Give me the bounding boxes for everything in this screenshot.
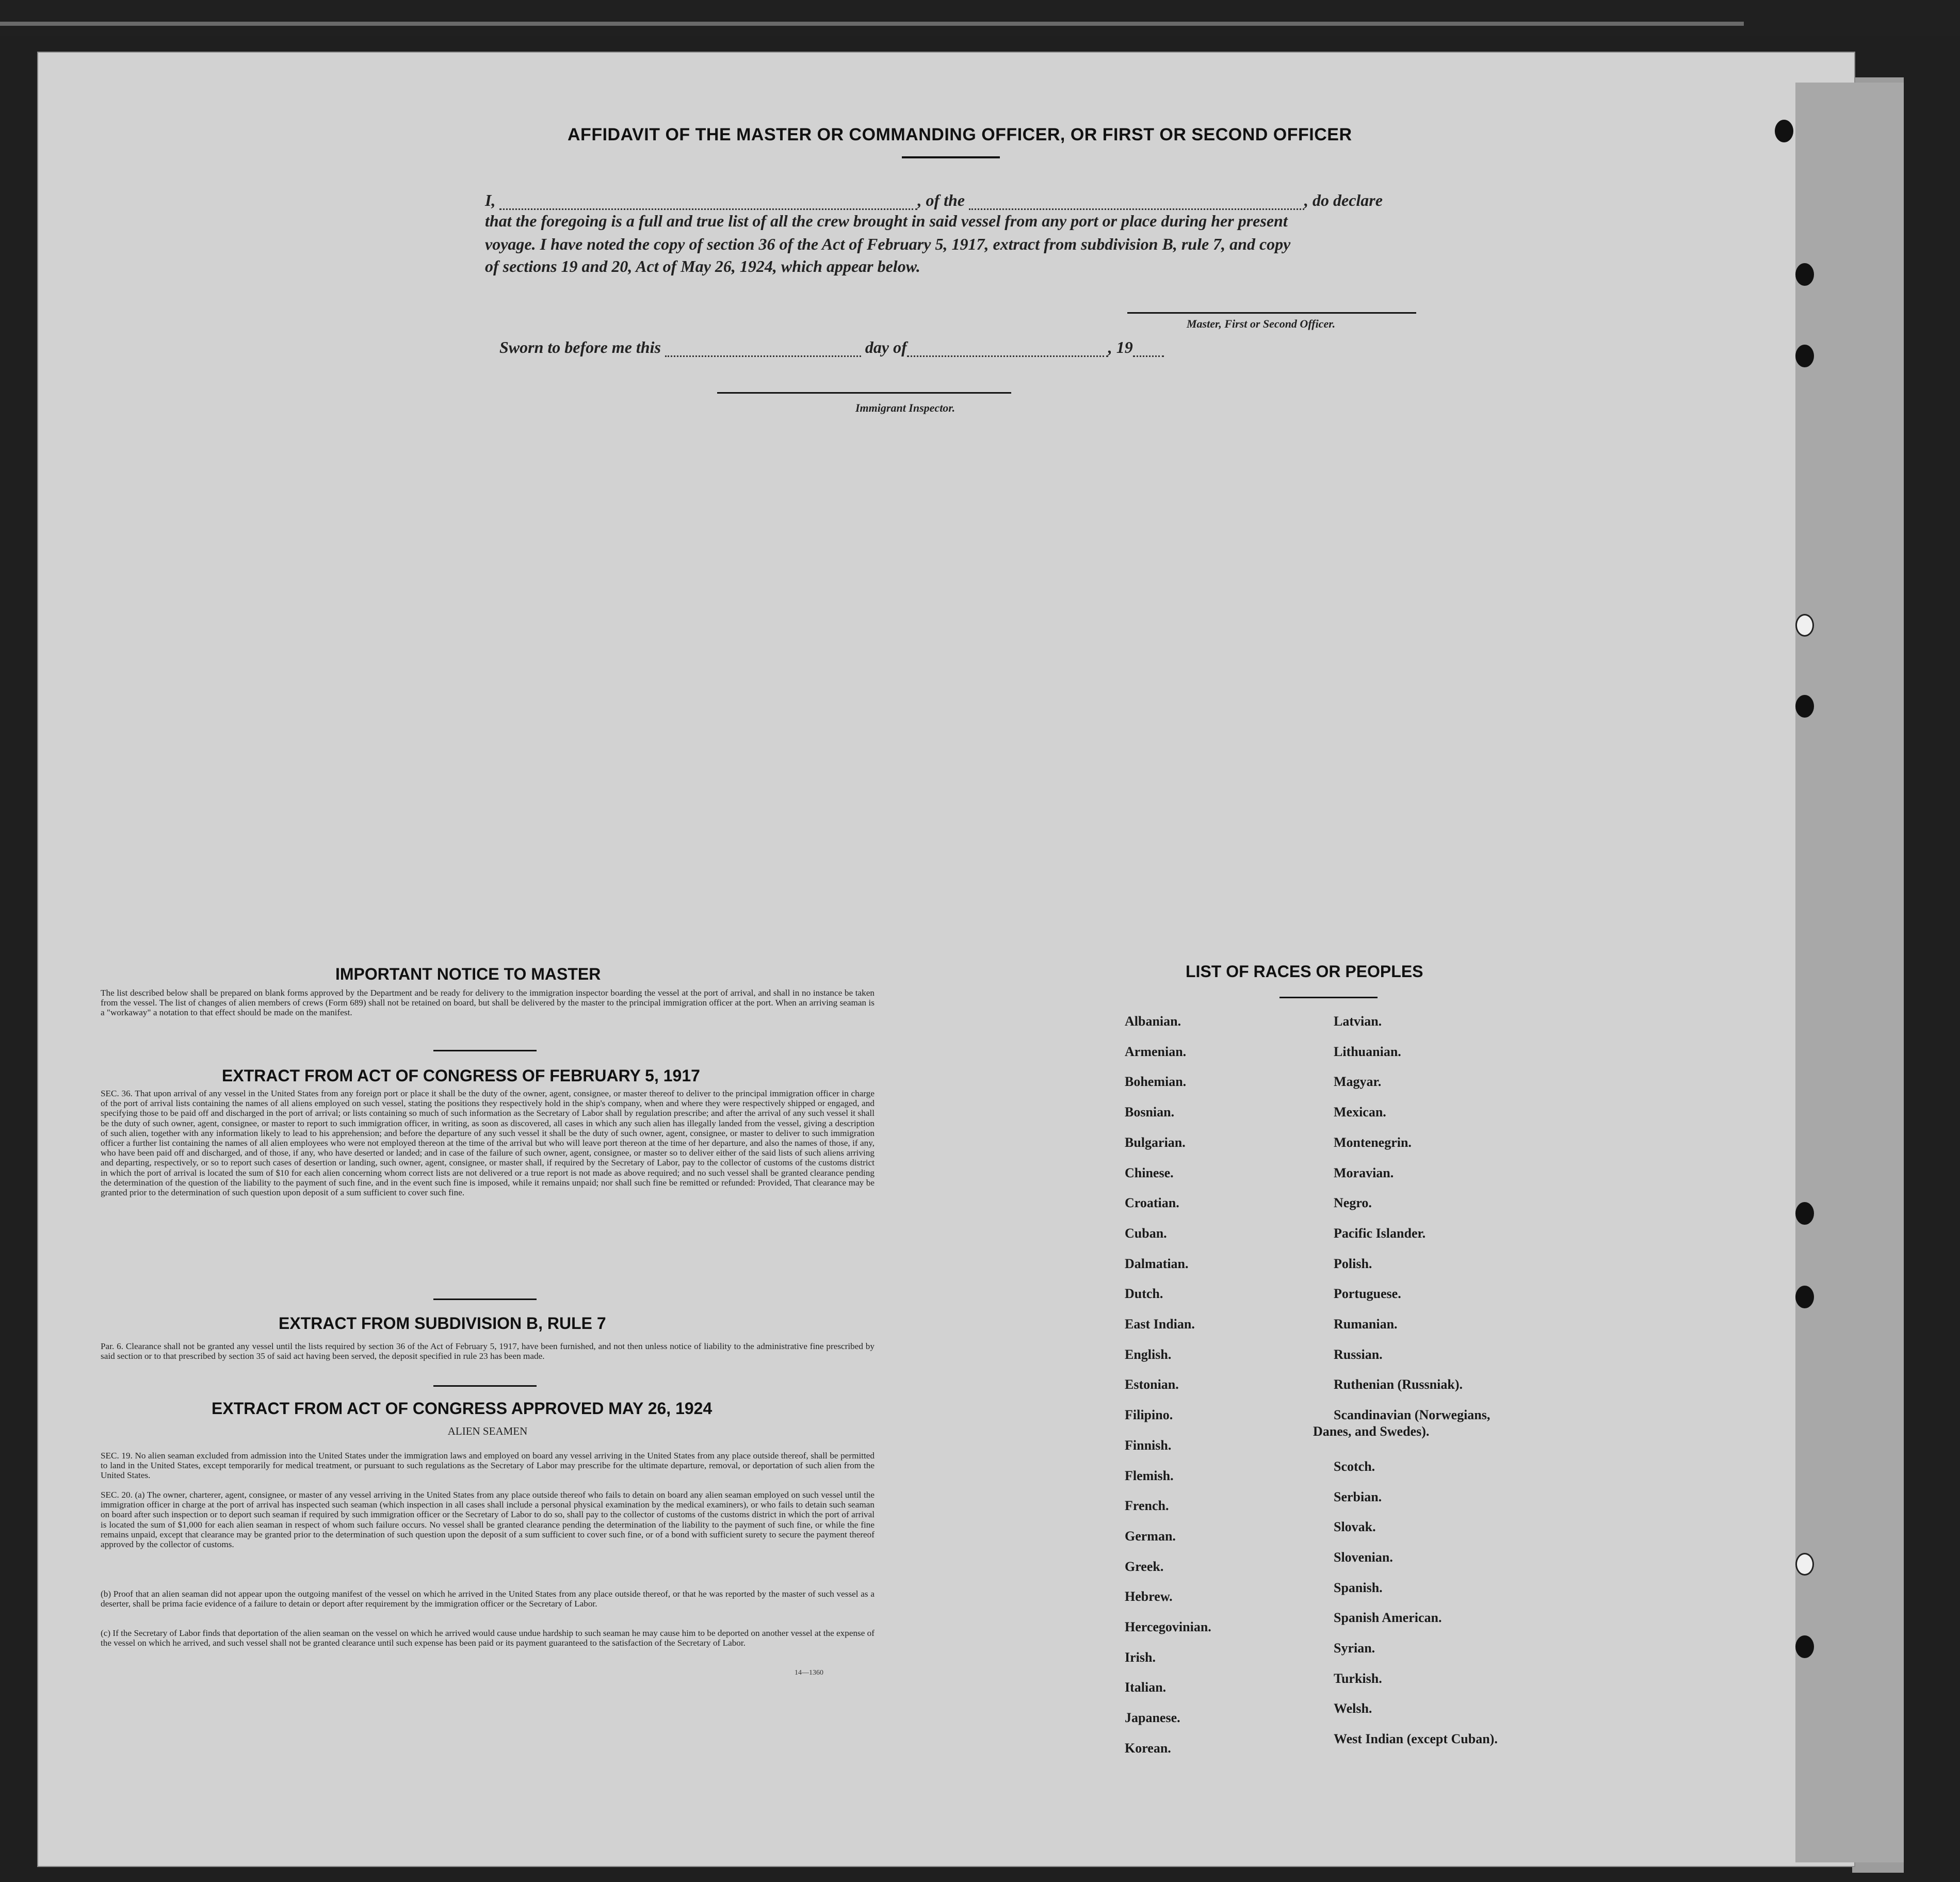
race-item: Scandinavian (Norwegians, xyxy=(1334,1407,1491,1423)
race-item: Slovenian. xyxy=(1334,1549,1393,1565)
race-item: Bohemian. xyxy=(1125,1074,1187,1090)
race-item: Flemish. xyxy=(1125,1468,1174,1483)
punch-hole-icon xyxy=(1795,614,1814,637)
race-item: Spanish. xyxy=(1334,1580,1383,1595)
race-item: Welsh. xyxy=(1334,1701,1372,1716)
race-item: Cuban. xyxy=(1125,1225,1167,1241)
race-item: Bosnian. xyxy=(1125,1105,1175,1120)
affidavit-line-2: that the foregoing is a full and true list of all the crew brought in said vessel from any port or place during her present xyxy=(485,212,1288,230)
inspector-signature-line[interactable] xyxy=(717,392,1011,394)
inspector-caption: Immigrant Inspector. xyxy=(855,401,955,414)
race-item: English. xyxy=(1125,1346,1172,1362)
name-blank-field[interactable] xyxy=(499,194,917,210)
race-item: Turkish. xyxy=(1334,1670,1382,1686)
race-item: Chinese. xyxy=(1125,1165,1174,1180)
day-of-label: day of xyxy=(865,338,907,356)
race-item: Serbian. xyxy=(1334,1489,1382,1504)
race-item: Finnish. xyxy=(1125,1437,1172,1453)
race-item: Dutch. xyxy=(1125,1286,1163,1302)
race-item: Danes, and Swedes). xyxy=(1313,1424,1430,1439)
extract-1917-text: SEC. 36. That upon arrival of any vessel in the United States from any foreign port or place it shall be the duty of the owner, agent, consignee, or master thereof to deliver to the principal immigration officer in charge of the port of arrival lists containing the names of all aliens employed on such vessel, stating the positions they respectively hold in the ship's company, when and where they were respectively shipped or engaged, and specifying those to be paid off and discharged in the port of arrival; or lists containing so much of such information as the Secretary of Labor shall by regulation prescribe; and after the arrival of any such vessel it shall be the duty of such owner, agent, consignee, or master to report to such immigration officer, in writing, as soon as discovered, all cases in which any such alien has illegally landed from the vessel, giving a description of such alien, together with any information likely to lead to his apprehension; and before the departure of any such vessel it shall be the duty of such owner, agent, consignee, or master to deliver to such immigration officer a further list containing the names of all alien employees who were not employed thereon at the time of the arrival but who will leave port thereon at the time of her departure, and also the names of those, if any, who have been paid off and discharged, and of those, if any, who have deserted or landed; and in case of the failure of such owner, agent, consignee, or master so to deliver either of the said lists of such aliens arriving and departing, respectively, or so to report such cases of desertion or landing, such owner, agent, consignee, or master shall, if required by the Secretary of Labor, pay to the collector of customs of the customs district in which the port of arrival is located the sum of $10 for each alien concerning whom correct lists are not delivered or a true report is not made as above required; and no such vessel shall be granted clearance pending the determination of the question of the liability to the payment of such fine, and in the event such fine is imposed, while it remains unpaid; nor shall such fine be remitted or refunded: Provided, That clearance may be granted prior to the determination of such question upon deposit of a sum sufficient to cover such fine. xyxy=(101,1089,874,1198)
race-item: Negro. xyxy=(1334,1195,1372,1211)
punch-hole-icon xyxy=(1795,263,1814,286)
race-item: Bulgarian. xyxy=(1125,1134,1186,1150)
race-item: Syrian. xyxy=(1334,1641,1375,1656)
notice-text: The list described below shall be prepared on blank forms approved by the Department and be ready for delivery to the immigration inspector boarding the vessel at the port of arrival, and shall in no instance be taken from the vessel. The list of changes of alien members of crews (Form 689) shall not be retained on board, but shall be delivered by the master to the principal immigration officer at the port. When an arriving seaman is a "workaway" a notation to that effect should be made on the manifest. xyxy=(101,988,874,1018)
race-item: Hebrew. xyxy=(1125,1589,1173,1604)
sworn-year-blank[interactable] xyxy=(1133,341,1164,357)
race-item: Lithuanian. xyxy=(1334,1044,1401,1059)
race-item: Greek. xyxy=(1125,1559,1164,1574)
divider xyxy=(433,1385,537,1387)
alien-seamen-subtitle: ALIEN SEAMEN xyxy=(447,1425,528,1437)
race-item: German. xyxy=(1125,1528,1176,1544)
extract-1924-sec20a: SEC. 20. (a) The owner, charterer, agent, consignee, or master of any vessel arriving in the United States from any place outside thereof who fails to detain on board any alien seaman employed on such vessel until the immigration officer in charge at the port of arrival has inspected such seaman (which inspection in all cases shall include a personal physical examination by the medical examiners), or who fails to detain such seaman on board after such inspection or to deport such seaman if required by such immigration officer or the Secretary of Labor to do so, shall pay to the collector of customs of the customs district in which the port of arrival is located the sum of $1,000 for each alien seaman in respect of whom such failure occurs. No vessel shall be granted clearance pending the determination of the liability to the payment of such fine, or while the fine remains unpaid, except that clearance may be granted prior to the determination of such question upon the deposit of a sum sufficient to cover such fine, or of a bond with sufficient surety to secure the payment thereof approved by the collector of customs. xyxy=(101,1490,874,1550)
punch-hole-icon xyxy=(1775,120,1793,142)
affidavit-declare-label: , do declare xyxy=(1304,191,1383,209)
punch-hole-icon xyxy=(1795,1286,1814,1308)
race-item: Croatian. xyxy=(1125,1195,1179,1211)
affidavit-line-3: voyage. I have noted the copy of section 36 of the Act of February 5, 1917, extract from subdivision B, rule 7, and copy xyxy=(485,235,1291,253)
year-label: , 19 xyxy=(1108,338,1133,356)
race-item: East Indian. xyxy=(1125,1317,1195,1332)
subdivision-b-text: Par. 6. Clearance shall not be granted any vessel until the lists required by section 36 of the Act of February 5, 1917, have been furnished, and not then unless notice of liability to the administrative fine prescribed by said section or to that prescribed by section 35 of said act having been served, the deposit specified in rule 23 has been made. xyxy=(101,1341,874,1361)
sworn-month-blank[interactable] xyxy=(907,341,1108,357)
divider xyxy=(433,1299,537,1300)
race-item: Rumanian. xyxy=(1334,1317,1398,1332)
scan-frame-edge xyxy=(0,22,1744,26)
signature-line[interactable] xyxy=(1127,312,1416,314)
race-item: Portuguese. xyxy=(1334,1286,1401,1302)
race-item: Ruthenian (Russniak). xyxy=(1334,1377,1463,1392)
race-item: Albanian. xyxy=(1125,1014,1181,1029)
affidavit-i-label: I, xyxy=(485,191,496,209)
affidavit-of-the-label: , of the xyxy=(917,191,965,209)
sworn-label: Sworn to before me this xyxy=(499,338,661,356)
extract-1924-sec20b: (b) Proof that an alien seaman did not appear upon the outgoing manifest of the vessel on which he arrived in the United States from any place outside thereof, or that he was reported by the master of such vessel as a deserter, shall be prima facie evidence of a failure to detain or deport after requirement by the immigration officer or the Secretary of Labor. xyxy=(101,1589,874,1609)
race-item: Scotch. xyxy=(1334,1458,1375,1474)
race-item: Japanese. xyxy=(1125,1710,1180,1726)
race-item: Slovak. xyxy=(1334,1519,1376,1535)
punch-hole-icon xyxy=(1795,1635,1814,1658)
race-item: Latvian. xyxy=(1334,1014,1382,1029)
race-item: Pacific Islander. xyxy=(1334,1225,1426,1241)
divider xyxy=(433,1050,537,1051)
race-item: Estonian. xyxy=(1125,1377,1179,1392)
notice-title: IMPORTANT NOTICE TO MASTER xyxy=(335,965,601,983)
divider xyxy=(1279,997,1378,998)
race-item: Italian. xyxy=(1125,1680,1167,1695)
race-item: Magyar. xyxy=(1334,1074,1382,1090)
race-item: French. xyxy=(1125,1498,1169,1514)
form-number: 14—1360 xyxy=(795,1669,823,1677)
race-item: West Indian (except Cuban). xyxy=(1334,1731,1498,1747)
race-item: Moravian. xyxy=(1334,1165,1394,1180)
affidavit-line-1 xyxy=(485,191,1383,210)
punch-hole-icon xyxy=(1795,345,1814,367)
punch-hole-icon xyxy=(1795,695,1814,718)
race-item: Spanish American. xyxy=(1334,1610,1442,1626)
affidavit-title: AFFIDAVIT OF THE MASTER OR COMMANDING OFFICER, OR FIRST OR SECOND OFFICER xyxy=(568,125,1352,144)
race-item: Korean. xyxy=(1125,1740,1171,1756)
race-item: Mexican. xyxy=(1334,1105,1386,1120)
vessel-blank-field[interactable] xyxy=(969,194,1304,210)
race-item: Hercegovinian. xyxy=(1125,1619,1211,1634)
affidavit-line-4: of sections 19 and 20, Act of May 26, 1924, which appear below. xyxy=(485,257,920,275)
punch-hole-icon xyxy=(1795,1553,1814,1576)
race-item: Irish. xyxy=(1125,1649,1156,1665)
extract-1917-title: EXTRACT FROM ACT OF CONGRESS OF FEBRUARY 5, 1917 xyxy=(222,1066,700,1085)
races-title: LIST OF RACES OR PEOPLES xyxy=(1186,962,1423,981)
race-item: Armenian. xyxy=(1125,1044,1187,1059)
divider xyxy=(902,156,1000,158)
scan-frame-top xyxy=(0,0,1960,36)
extract-1924-sec19: SEC. 19. No alien seaman excluded from admission into the United States under the immigration laws and employed on board any vessel arriving in the United States from any place outside thereof, shall be permitted to land in the United States, except temporarily for medical treatment, or pursuant to such regulations as the Secretary of Labor may prescribe for the ultimate departure, removal, or deportation of such alien from the United States. xyxy=(101,1451,874,1481)
race-item: Dalmatian. xyxy=(1125,1256,1189,1271)
sworn-day-blank[interactable] xyxy=(665,341,861,357)
race-item: Polish. xyxy=(1334,1256,1372,1271)
race-item: Russian. xyxy=(1334,1346,1383,1362)
extract-1924-sec20c: (c) If the Secretary of Labor finds that deportation of the alien seaman on the vessel on which he arrived would cause undue hardship to such seaman he may cause him to be deported on another vessel at the expense of the vessel on which he arrived, and such vessel shall not be granted clearance until such expense has been paid or its payment guaranteed to the satisfaction of the Secretary of Labor. xyxy=(101,1628,874,1648)
extract-1924-title: EXTRACT FROM ACT OF CONGRESS APPROVED MAY 26, 1924 xyxy=(212,1399,712,1418)
subdivision-b-title: EXTRACT FROM SUBDIVISION B, RULE 7 xyxy=(279,1314,606,1333)
punch-hole-icon xyxy=(1795,1202,1814,1225)
race-item: Filipino. xyxy=(1125,1407,1173,1423)
master-caption: Master, First or Second Officer. xyxy=(1187,317,1336,330)
sworn-line xyxy=(499,338,1164,357)
race-item: Montenegrin. xyxy=(1334,1134,1412,1150)
